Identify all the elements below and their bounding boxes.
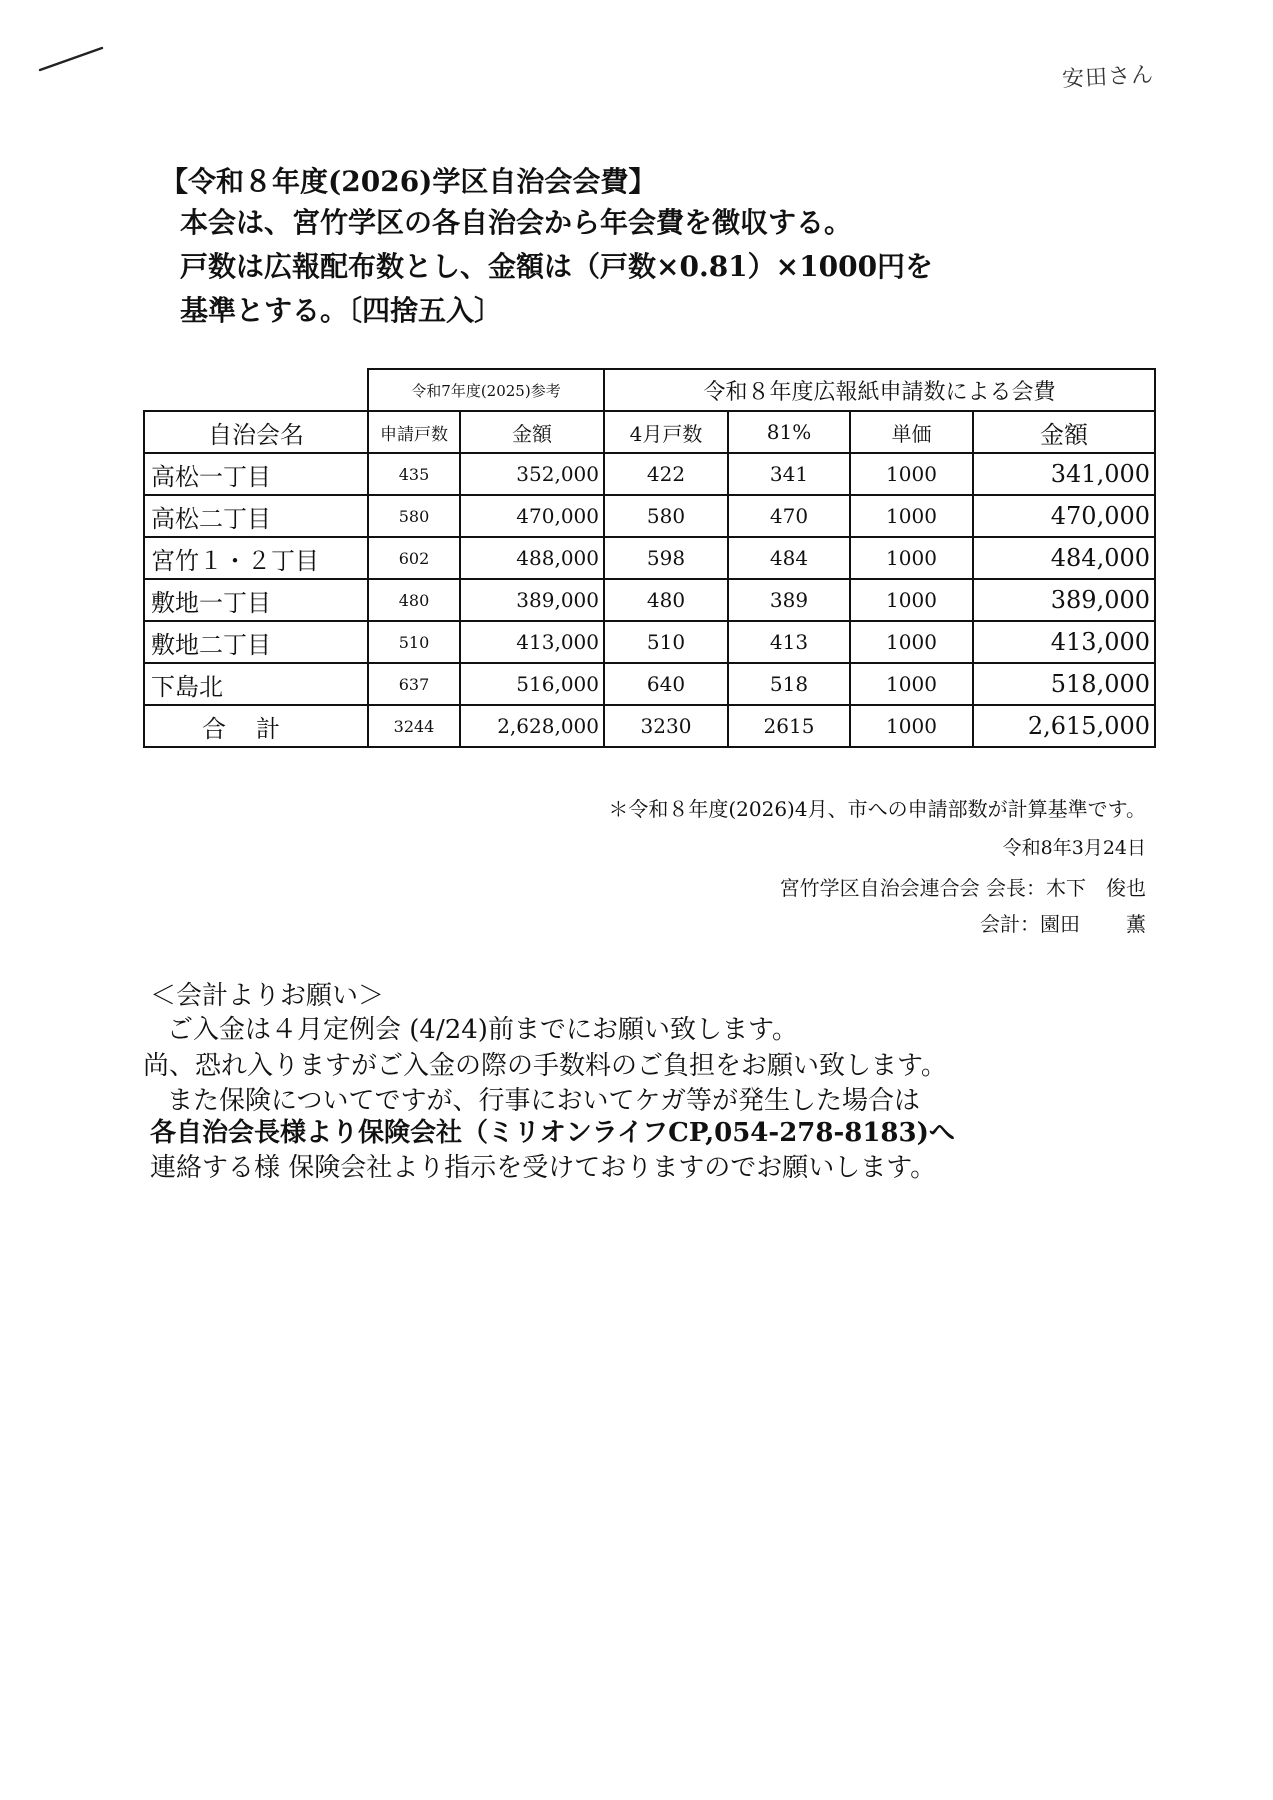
row-amount: 389,000 — [973, 579, 1155, 621]
row-prev-count: 435 — [368, 453, 460, 495]
row-prev-amount: 470,000 — [460, 495, 604, 537]
row-april-count: 598 — [604, 537, 728, 579]
signature-president: 宮竹学区自治会連合会 会長：木下 俊也 — [779, 876, 1146, 900]
row-prev-count: 637 — [368, 663, 460, 705]
total-unit-price: 1000 — [850, 705, 973, 747]
header-rate: 81% — [728, 411, 850, 453]
header-prev-count: 申請戸数 — [368, 411, 460, 453]
table-group-header — [144, 369, 1155, 411]
row-amount: 413,000 — [973, 621, 1155, 663]
group-prev-year: 令和7年度(2025)参考 — [368, 369, 604, 411]
table-total-row — [144, 705, 1155, 747]
row-amount: 484,000 — [973, 537, 1155, 579]
header-prev-amount: 金額 — [460, 411, 604, 453]
intro-line-3: 基準とする。〔四捨五入〕 — [180, 294, 503, 327]
row-unit-price: 1000 — [850, 453, 973, 495]
total-prev-count: 3244 — [368, 705, 460, 747]
table-row — [144, 579, 1155, 621]
row-prev-amount: 389,000 — [460, 579, 604, 621]
total-rate: 2615 — [728, 705, 850, 747]
group-current-year: 令和８年度広報紙申請数による会費 — [604, 369, 1155, 411]
row-rate: 389 — [728, 579, 850, 621]
request-line-1: ご入金は４月定例会 (4/24)前までにお願い致します。 — [167, 1015, 798, 1045]
pen-stroke-mark — [38, 44, 104, 74]
request-line-3: また保険についてですが、行事においてケガ等が発生した場合は — [167, 1086, 920, 1116]
handwritten-note: 安田さん — [1061, 62, 1155, 93]
row-rate: 341 — [728, 453, 850, 495]
total-label: 合計 — [144, 705, 368, 747]
request-line-2: 尚、恐れ入りますがご入金の際の手数料のご負担をお願い致します。 — [143, 1051, 947, 1081]
total-april-count: 3230 — [604, 705, 728, 747]
request-line-5: 連絡する様 保険会社より指示を受けておりますのでお願いします。 — [150, 1153, 937, 1183]
row-april-count: 510 — [604, 621, 728, 663]
row-unit-price: 1000 — [850, 663, 973, 705]
total-amount: 2,615,000 — [973, 705, 1155, 747]
row-rate: 484 — [728, 537, 850, 579]
table-row — [144, 495, 1155, 537]
row-rate: 518 — [728, 663, 850, 705]
row-prev-amount: 516,000 — [460, 663, 604, 705]
row-unit-price: 1000 — [850, 495, 973, 537]
row-april-count: 480 — [604, 579, 728, 621]
document-title: 【令和８年度(2026)学区自治会会費】 — [160, 165, 657, 198]
treasurer-name: 薫 — [1126, 912, 1146, 936]
signature-treasurer — [980, 908, 1146, 937]
row-unit-price: 1000 — [850, 537, 973, 579]
request-line-4: 各自治会長様より保険会社（ミリオンライフCP,054-278-8183)へ — [150, 1118, 955, 1148]
row-name: 敷地二丁目 — [144, 621, 368, 663]
header-name: 自治会名 — [144, 411, 368, 453]
row-unit-price: 1000 — [850, 621, 973, 663]
row-name: 高松二丁目 — [144, 495, 368, 537]
calculation-footnote: ＊令和８年度(2026)4月、市への申請部数が計算基準です。 — [608, 797, 1146, 821]
table-row — [144, 621, 1155, 663]
row-april-count: 422 — [604, 453, 728, 495]
fee-table — [143, 368, 1156, 748]
total-prev-amount: 2,628,000 — [460, 705, 604, 747]
row-name: 敷地一丁目 — [144, 579, 368, 621]
row-prev-amount: 413,000 — [460, 621, 604, 663]
header-april-count: 4月戸数 — [604, 411, 728, 453]
row-name: 宮竹１・２丁目 — [144, 537, 368, 579]
row-name: 高松一丁目 — [144, 453, 368, 495]
table-row — [144, 537, 1155, 579]
row-prev-amount: 488,000 — [460, 537, 604, 579]
row-prev-count: 510 — [368, 621, 460, 663]
table-corner-blank — [144, 369, 368, 411]
table-row — [144, 663, 1155, 705]
row-rate: 470 — [728, 495, 850, 537]
header-amount: 金額 — [973, 411, 1155, 453]
row-unit-price: 1000 — [850, 579, 973, 621]
row-april-count: 640 — [604, 663, 728, 705]
row-amount: 470,000 — [973, 495, 1155, 537]
row-rate: 413 — [728, 621, 850, 663]
issue-date: 令和8年3月24日 — [1002, 837, 1146, 859]
row-prev-amount: 352,000 — [460, 453, 604, 495]
header-unit-price: 単価 — [850, 411, 973, 453]
intro-line-1: 本会は、宮竹学区の各自治会から年会費を徴収する。 — [180, 206, 853, 239]
row-prev-count: 580 — [368, 495, 460, 537]
request-heading: ＜会計よりお願い＞ — [150, 981, 385, 1011]
intro-line-2: 戸数は広報配布数とし、金額は（戸数×0.81）×1000円を — [180, 250, 934, 283]
row-april-count: 580 — [604, 495, 728, 537]
table-row — [144, 453, 1155, 495]
treasurer-label: 会計：園田 — [980, 912, 1080, 936]
table-header-row — [144, 411, 1155, 453]
row-prev-count: 602 — [368, 537, 460, 579]
row-amount: 518,000 — [973, 663, 1155, 705]
row-amount: 341,000 — [973, 453, 1155, 495]
row-name: 下島北 — [144, 663, 368, 705]
row-prev-count: 480 — [368, 579, 460, 621]
